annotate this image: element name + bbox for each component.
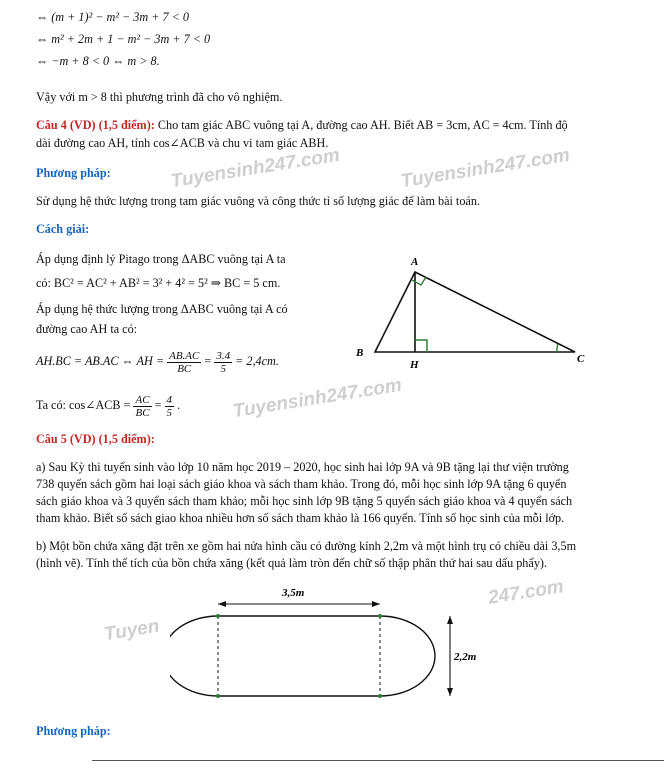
triangle-figure [350,250,590,380]
method-text: Sử dụng hệ thức lượng trong tam giác vuông và công thức tỉ số lượng giác để làm bài toán. [36,194,480,208]
length-label: 3,5m [282,587,305,599]
solution-line: có: BC² = AC² + AB² = 3² + 4² = 5² ⇒ BC = 5 cm. [36,276,281,290]
solution-line: Áp dụng hệ thức lượng trong ΔABC vuông tại A có [36,302,288,316]
equation-line: ⇔ −m + 8 < 0 ⇔ m > 8. [36,54,160,68]
q5a-line: sách giáo khoa và 3 quyển sách tham khảo; mỗi học sinh lớp 9B tặng 5 quyển sách giáo khoa và 4 quyển sách [36,494,573,508]
equation-part: = [204,354,212,368]
q5b-line: (hình vẽ). Tính thể tích của bồn chứa xăng (kết quả làm tròn đến chữ số thập phân thứ hai sau dấu phẩy). [36,556,548,570]
solution-line: đường cao AH ta có: [36,322,138,336]
fraction: $\frac{AB.AC}{BC}$ [169,349,200,375]
watermark: Tuyensinh247.com [169,144,342,193]
q4-text: Cho tam giác ABC vuông tại A, đường cao AH. Biết AB = 3cm, AC = 4cm. Tính độ [157,118,568,132]
solution-equation [36,390,180,420]
q4-title: Câu 4 (VD) (1,5 điểm): [36,118,155,132]
q5a-line: a) Sau Kỳ thi tuyển sinh vào lớp 10 năm học 2019 – 2020, học sinh hai lớp 9A và 9B tặng lại thư viện trường [36,460,569,474]
solution-equation [36,346,279,376]
vertex-label-h: H [410,359,419,371]
conclusion-text: Vậy với m > 8 thì phương trình đã cho vô nghiệm. [36,90,283,104]
equation-part: Ta có: cos∠ACB = [36,398,131,412]
watermark: 247.com [486,576,566,609]
equation-part: AH.BC = AB.AC ⇔ AH = [36,354,165,368]
fraction: $\frac{AC}{BC}$ [135,393,150,419]
q5b-line: b) Một bồn chứa xăng đặt trên xe gồm hai nửa hình cầu có đường kính 2,2m và một hình trụ có chiều dài 3,5m [36,539,577,553]
vertex-label-a: A [411,256,419,268]
method-heading: Phương pháp: [36,166,111,180]
diameter-label: 2,2m [454,651,477,663]
equation-part: = 2,4cm. [235,354,279,368]
fraction: $\frac{3.4}{5}$ [216,349,231,375]
watermark: Tuyen [102,615,161,646]
fuel-tank-figure [170,578,500,703]
watermark: Tuyensinh247.com [399,144,572,193]
vertex-label-c: C [577,353,585,365]
fraction: $\frac{4}{5}$ [166,393,173,419]
q5a-line: 738 quyển sách gồm hai loại sách giáo khoa và sách tham khảo. Trong đó, mỗi học sinh lớp 9A tặng 6 quyển [36,477,567,491]
q4-header [36,118,568,133]
watermark: Tuyensinh247.com [231,374,404,423]
equation-line: ⇔ m² + 2m + 1 − m² − 3m + 7 < 0 [36,32,211,46]
q5-title: Câu 5 (VD) (1,5 điểm): [36,432,155,446]
equation-line: ⇔ (m + 1)² − m² − 3m + 7 < 0 [36,10,190,24]
method-heading: Phương pháp: [36,724,111,738]
q4-text-cont: dài đường cao AH, tính cos∠ACB và chu vi tam giác ABH. [36,136,329,150]
equation-part: . [177,398,181,412]
vertex-label-b: B [356,347,364,359]
solution-heading: Cách giải: [36,222,90,236]
q5a-line: tham khảo. Biết số sách giao khoa nhiều hơn số sách tham khảo là 166 quyển. Tính số học sinh của mỗi lớp. [36,511,565,525]
equation-part: = [154,398,162,412]
solution-line: Áp dụng định lý Pitago trong ΔABC vuông tại A ta [36,252,286,266]
